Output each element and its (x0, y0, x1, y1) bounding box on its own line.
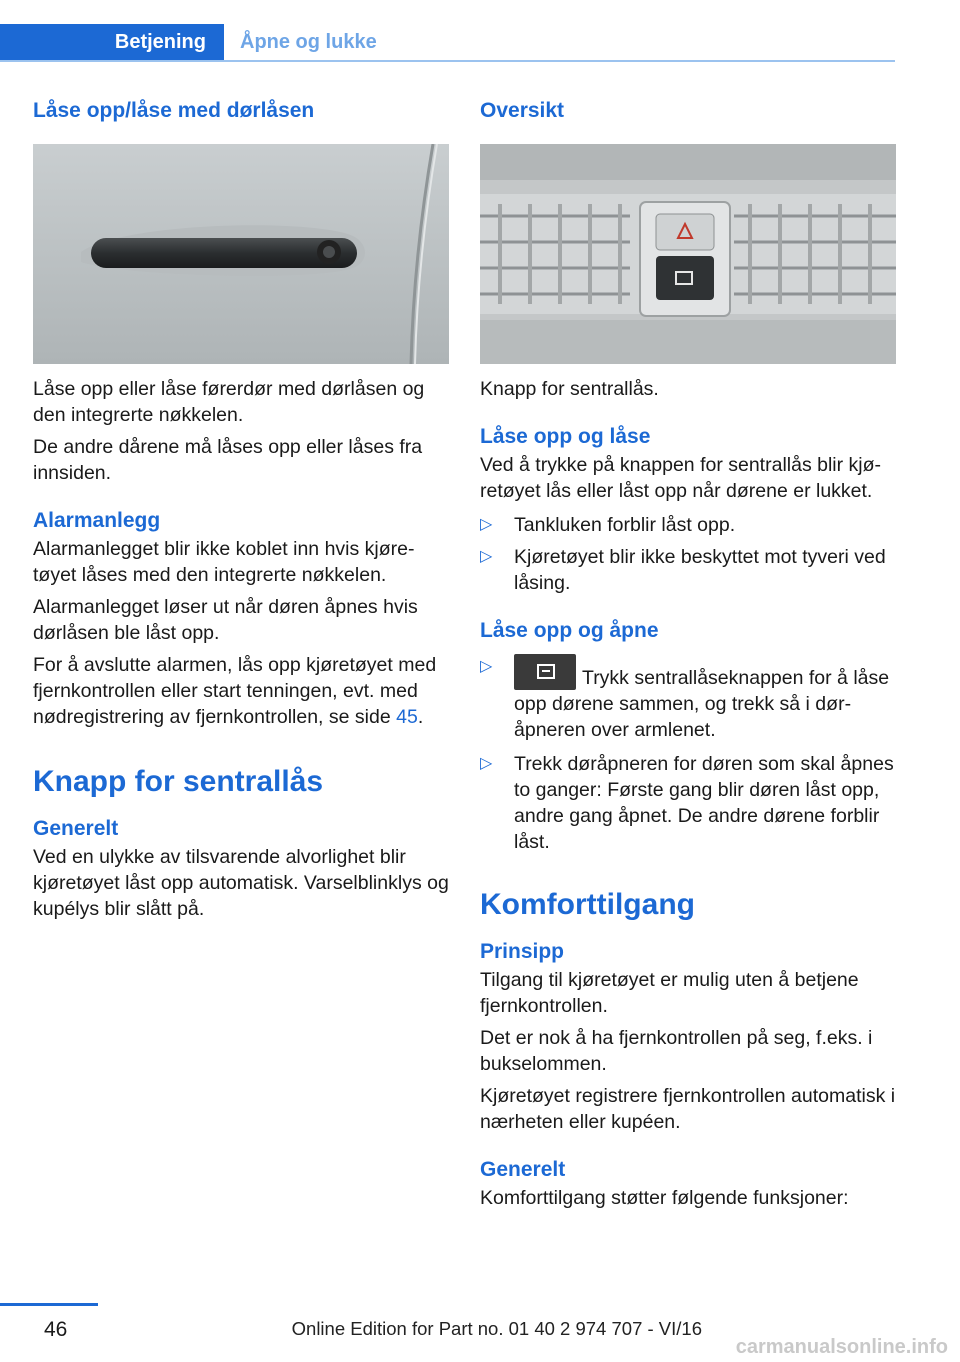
list-item-text: Kjøretøyet blir ikke beskyttet mot tyveri ved låsing. (514, 546, 886, 594)
list-item (480, 544, 896, 596)
heading-principle: Prinsipp (480, 940, 565, 963)
figure-caption: Knapp for sentrallås. (480, 378, 659, 400)
heading-alarm: Alarmanlegg (33, 509, 161, 532)
triangle-right-icon: ▷ (480, 548, 493, 565)
header-divider (0, 60, 895, 62)
door-lock-text-1: Låse opp eller låse førerdør med dørlåsen og den integrerte nøkkelen. (33, 378, 425, 426)
right-column (480, 96, 896, 1211)
header-tabs (0, 0, 895, 62)
footer-rule (0, 1303, 98, 1306)
principle-text-2: Det er nok å ha fjernkontrollen på seg, f.eks. i bukselommen. (480, 1027, 873, 1075)
door-handle-illustration (33, 144, 449, 364)
door-handle-image (33, 144, 449, 364)
list-item-text: Tankluken forblir låst opp. (514, 514, 736, 536)
heading-comfort-access: Komforttilgang (480, 888, 695, 921)
alarm-text-3-end: . (417, 706, 424, 728)
principle-text-1: Tilgang til kjøretøyet er mulig uten å betjene fjernkontrollen. (480, 969, 859, 1017)
lock-unlock-list (480, 512, 896, 596)
triangle-right-icon: ▷ (480, 516, 493, 533)
left-column (33, 96, 449, 922)
alarm-text-2: Alarmanlegget løser ut når døren åpnes hvis dørlåsen ble låst opp. (33, 596, 418, 644)
heading-general: Generelt (33, 817, 119, 840)
door-lock-text-2: De andre dårene må låses opp eller låses fra innsiden. (33, 436, 423, 484)
heading-lock-unlock: Låse opp og låse (480, 425, 651, 448)
tab-apne-og-lukke[interactable]: Åpne og lukke (240, 31, 377, 53)
heading-central-lock: Knapp for sentrallås (33, 765, 324, 798)
edition-text: Online Edition for Part no. 01 40 2 974 707 - VI/16 (291, 1318, 702, 1339)
general2-text-1: Komforttilgang støtter følgende funksjoner: (480, 1187, 849, 1209)
general-text-1: Ved en ulykke av tilsvarende alvorlighet blir kjøretøyet låst opp automatisk. Varselblinklys og kupélys blir slått på. (33, 846, 449, 920)
watermark: carmanualsonline.info (735, 1336, 948, 1358)
heading-general-2: Generelt (480, 1158, 566, 1181)
unlock-open-list (480, 654, 896, 855)
lock-unlock-text: Ved å trykke på knappen for sentrallås blir kjøretøyet lås eller låst opp når dørene er lukket. (480, 454, 882, 502)
central-lock-button-icon (514, 654, 576, 690)
alarm-text-3 (33, 652, 449, 730)
tab-betjening[interactable]: Betjening (0, 24, 224, 60)
list-item-text: Trekk døråpneren for døren som skal åpnes to ganger: Første gang blir døren låst opp, andre gang åpnet. De andre dørene forblir låst. (514, 753, 894, 853)
alarm-text-3-main: For å avslutte alarmen, lås opp kjøretøyet med fjernkontrollen eller start tenningen, evt. med nødregistrering av fjernkontrollen, se side (33, 654, 437, 728)
page-link-45[interactable]: 45 (396, 706, 418, 728)
triangle-right-icon: ▷ (480, 755, 493, 772)
page-number: 46 (44, 1318, 68, 1341)
list-item (480, 654, 896, 743)
list-item-text: Trykk sentrallåseknappen for å låse opp dørene sammen, og trekk så i døråpneren over armlenet. (514, 667, 890, 741)
central-lock-illustration (480, 144, 896, 364)
list-item (480, 512, 896, 538)
list-item (480, 751, 896, 855)
heading-door-lock: Låse opp/låse med dørlåsen (33, 99, 315, 122)
heading-unlock-open: Låse opp og åpne (480, 619, 659, 642)
central-lock-image (480, 144, 896, 364)
triangle-right-icon: ▷ (480, 658, 493, 675)
alarm-text-1: Alarmanlegget blir ikke koblet inn hvis kjøretøyet låses med den integrerte nøkkelen. (33, 538, 415, 586)
heading-overview: Oversikt (480, 99, 565, 122)
principle-text-3: Kjøretøyet registrere fjernkontrollen automatisk i nærheten eller kupéen. (480, 1085, 896, 1133)
